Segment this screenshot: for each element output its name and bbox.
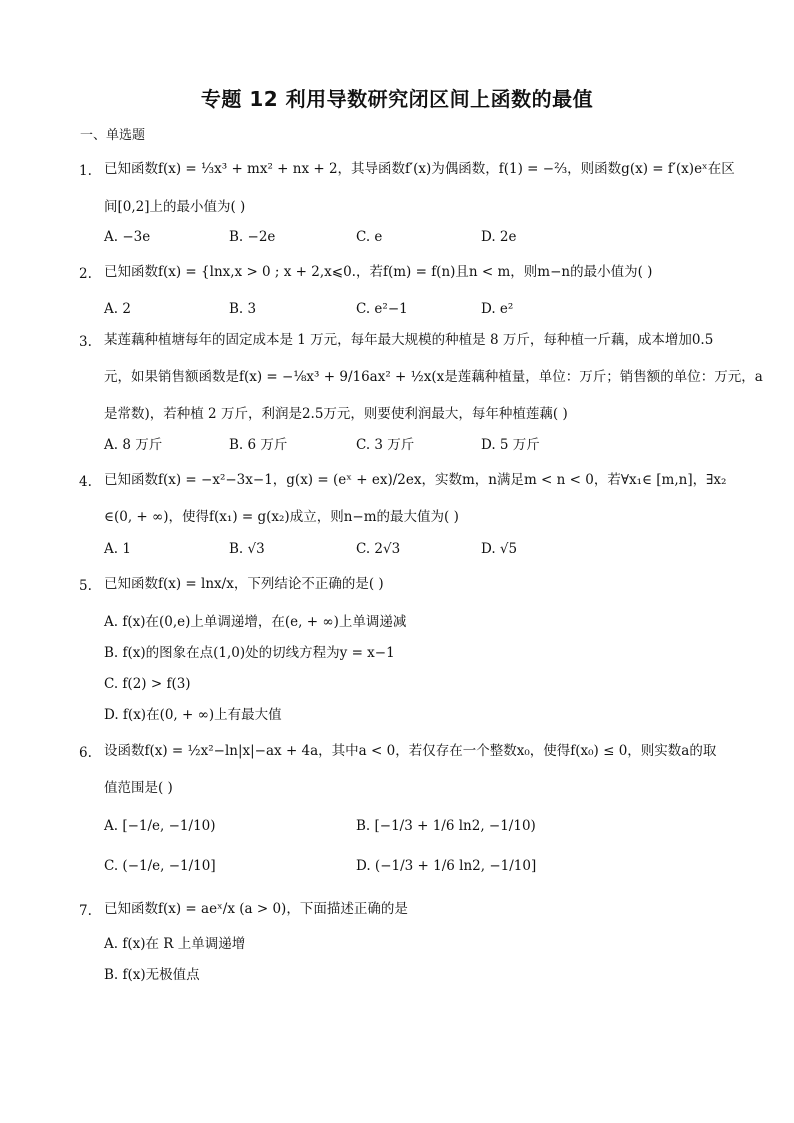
option-a: A. f(x)在(0,e)上单调递增，在(e, + ∞)上单调递减 <box>104 614 407 630</box>
question-text: 已知函数f(x) = −x²−3x−1，g(x) = (eˣ + ex)/2ex，实数m，n满足m < n < 0，若∀x₁∈ [m,n]，∃x₂ <box>104 472 727 488</box>
question-text: 已知函数f(x) = {lnx,x > 0 ; x + 2,x⩽0.，若f(m) = f(n)且n < m，则m−n的最小值为( ) <box>104 264 653 280</box>
option-a: A. 8 万斤 <box>104 437 163 453</box>
option-a: A. [−1/e, −1/10) <box>104 818 216 834</box>
option-c: C. e²−1 <box>356 301 408 317</box>
question-text: 元，如果销售额函数是f(x) = −⅛x³ + 9/16ax² + ½x(x是莲藕种植量，单位：万斤；销售额的单位：万元，a <box>104 369 763 385</box>
question-text: 值范围是( ) <box>104 780 173 796</box>
question-number: 5. <box>79 578 92 594</box>
question-text: 间[0,2]上的最小值为( ) <box>104 199 246 215</box>
question-text: 是常数)，若种植 2 万斤，利润是2.5万元，则要使利润最大，每年种植莲藕( ) <box>104 406 568 422</box>
option-b: B. 3 <box>229 301 257 317</box>
option-c: C. 3 万斤 <box>356 437 415 453</box>
page-title: 专题 12 利用导数研究闭区间上函数的最值 <box>200 87 594 111</box>
question-number: 7. <box>79 903 92 919</box>
option-d: D. 5 万斤 <box>481 437 540 453</box>
option-b: B. 6 万斤 <box>229 437 288 453</box>
question-text: 设函数f(x) = ½x²−ln|x|−ax + 4a，其中a < 0，若仅存在一个整数x₀，使得f(x₀) ≤ 0，则实数a的取 <box>104 743 717 759</box>
option-c: C. e <box>356 229 383 245</box>
question-text: 已知函数f(x) = ⅓x³ + mx² + nx + 2，其导函数f′(x)为偶函数，f(1) = −⅔，则函数g(x) = f′(x)eˣ在区 <box>104 161 735 177</box>
question-number: 2. <box>79 266 92 282</box>
option-c: C. (−1/e, −1/10] <box>104 858 216 874</box>
question-number: 3. <box>79 334 92 350</box>
question-text: 已知函数f(x) = aeˣ/x (a > 0)，下面描述正确的是 <box>104 901 408 917</box>
option-a: A. −3e <box>104 229 151 245</box>
section-heading: 一、单选题 <box>80 128 146 143</box>
option-d: D. 2e <box>481 229 517 245</box>
question-text: ∈(0, + ∞)，使得f(x₁) = g(x₂)成立，则n−m的最大值为( ) <box>104 509 459 525</box>
option-c: C. f(2) > f(3) <box>104 676 191 692</box>
option-d: D. √5 <box>481 541 518 557</box>
question-text: 已知函数f(x) = lnx/x，下列结论不正确的是( ) <box>104 576 384 592</box>
option-d: D. e² <box>481 301 514 317</box>
question-number: 6. <box>79 745 92 761</box>
option-a: A. f(x)在 R 上单调递增 <box>104 936 246 952</box>
question-number: 4. <box>79 474 92 490</box>
option-c: C. 2√3 <box>356 541 401 557</box>
option-a: A. 2 <box>104 301 131 317</box>
option-b: B. √3 <box>229 541 265 557</box>
option-b: B. [−1/3 + 1/6 ln2, −1/10) <box>356 818 536 834</box>
option-d: D. f(x)在(0, + ∞)上有最大值 <box>104 707 282 723</box>
option-d: D. (−1/3 + 1/6 ln2, −1/10] <box>356 858 537 874</box>
option-b: B. f(x)的图象在点(1,0)处的切线方程为y = x−1 <box>104 645 395 661</box>
option-a: A. 1 <box>104 541 131 557</box>
option-b: B. f(x)无极值点 <box>104 967 200 983</box>
option-b: B. −2e <box>229 229 276 245</box>
question-number: 1. <box>79 163 92 179</box>
question-text: 某莲藕种植塘每年的固定成本是 1 万元，每年最大规模的种植是 8 万斤，每种植一斤藕，成本增加0.5 <box>104 332 714 348</box>
